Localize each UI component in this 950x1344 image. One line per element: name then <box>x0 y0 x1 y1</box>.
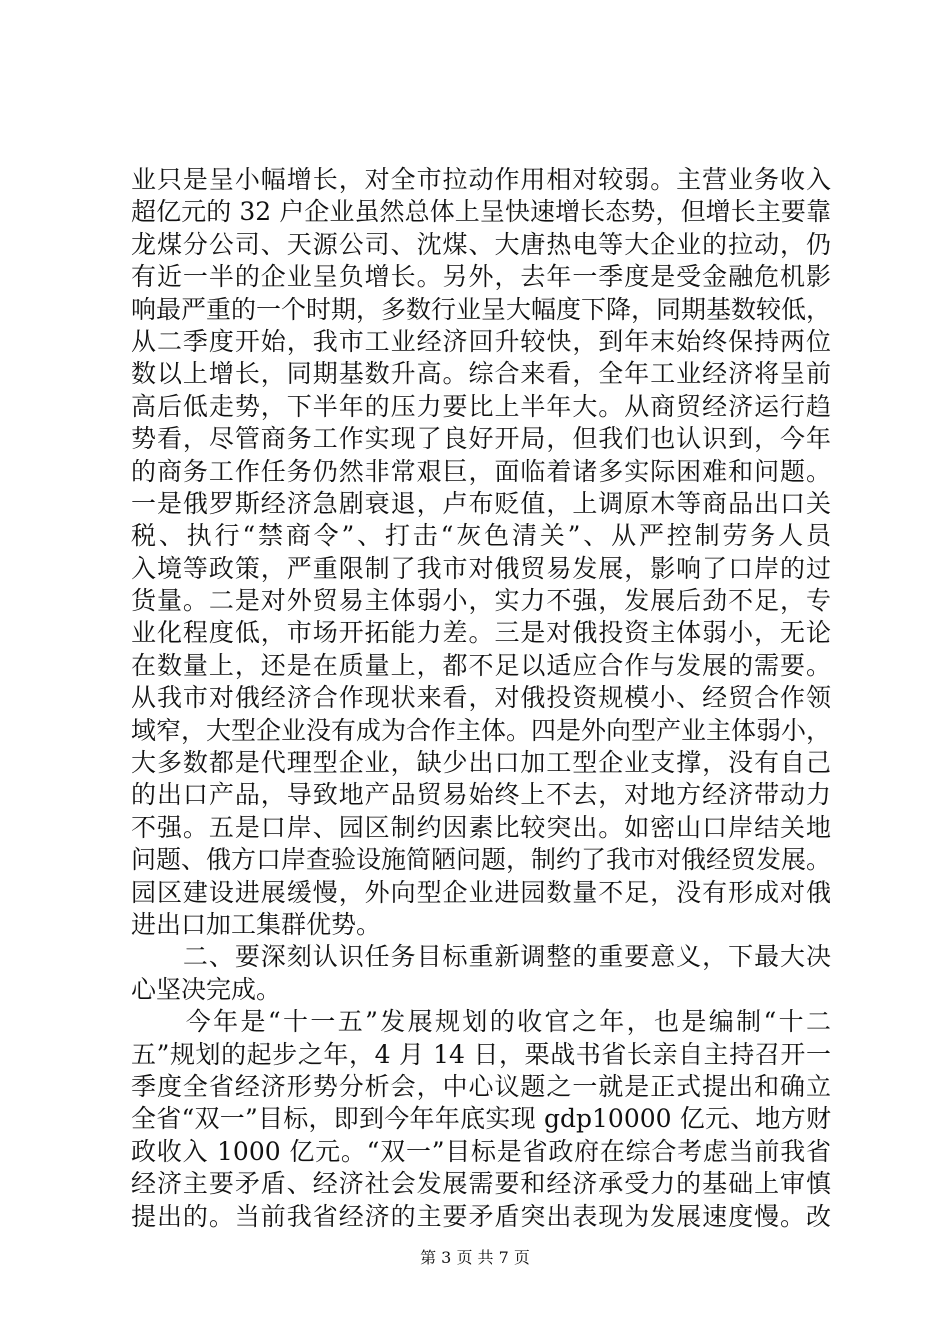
text-line: 业化程度低，市场开拓能力差。三是对俄投资主体弱小，无论 <box>131 618 831 648</box>
text-line: 从二季度开始，我市工业经济回升较快，到年末始终保持两位 <box>131 326 831 356</box>
text-line: 经济主要矛盾、经济社会发展需要和经济承受力的基础上审慎 <box>131 1169 831 1199</box>
text-line: 势看，尽管商务工作实现了良好开局，但我们也认识到，今年 <box>131 424 831 454</box>
text-line: 货量。二是对外贸易主体弱小，实力不强，发展后劲不足，专 <box>131 586 831 616</box>
text-line: 业只是呈小幅增长，对全市拉动作用相对较弱。主营业务收入 <box>131 165 831 194</box>
text-line: 政收入 1000 亿元。“双一”目标是省政府在综合考虑当前我省 <box>131 1136 831 1166</box>
text-line: 域窄，大型企业没有成为合作主体。四是外向型产业主体弱小， <box>131 715 832 745</box>
text-line: 全省“双一”目标，即到今年年底实现 gdp10000 亿元、地方财 <box>131 1104 831 1134</box>
text-line: 二、要深刻认识任务目标重新调整的重要意义，下最大决 <box>131 942 831 972</box>
text-line: 的出口产品，导致地产品贸易始终上不去，对地方经济带动力 <box>131 780 831 810</box>
text-line: 大多数都是代理型企业，缺少出口加工型企业支撑，没有自己 <box>131 748 831 778</box>
text-line: 有近一半的企业呈负增长。另外，去年一季度是受金融危机影 <box>131 262 831 292</box>
text-line: 问题、俄方口岸查验设施简陋问题，制约了我市对俄经贸发展。 <box>131 845 832 875</box>
text-line: 今年是“十一五”发展规划的收官之年，也是编制“十二 <box>131 1007 831 1037</box>
text-line: 提出的。当前我省经济的主要矛盾突出表现为发展速度慢。改 <box>131 1201 831 1231</box>
text-line: 从我市对俄经济合作现状来看，对俄投资规模小、经贸合作领 <box>131 683 831 713</box>
text-line: 数以上增长，同期基数升高。综合来看，全年工业经济将呈前 <box>131 359 831 389</box>
text-line: 进出口加工集群优势。 <box>131 909 382 939</box>
page-footer: 第 3 页 共 7 页 <box>420 1248 530 1267</box>
text-line: 响最严重的一个时期，多数行业呈大幅度下降，同期基数较低， <box>131 294 832 324</box>
text-line: 高后低走势，下半年的压力要比上半年大。从商贸经济运行趋 <box>131 391 831 421</box>
text-line: 五”规划的起步之年，4 月 14 日，栗战书省长亲自主持召开一 <box>131 1039 831 1069</box>
text-line: 心坚决完成。 <box>131 974 282 1004</box>
text-line: 超亿元的 32 户企业虽然总体上呈快速增长态势，但增长主要靠 <box>131 197 831 227</box>
text-line: 一是俄罗斯经济急剧衰退，卢布贬值，上调原木等商品出口关 <box>131 488 831 518</box>
text-line: 入境等政策，严重限制了我市对俄贸易发展，影响了口岸的过 <box>131 553 831 583</box>
text-line: 在数量上，还是在质量上，都不足以适应合作与发展的需要。 <box>131 650 831 680</box>
text-line: 的商务工作任务仍然非常艰巨，面临着诸多实际困难和问题。 <box>131 456 831 486</box>
text-line: 税、执行“禁商令”、打击“灰色清关”、从严控制劳务人员 <box>131 521 831 551</box>
text-line: 龙煤分公司、天源公司、沈煤、大唐热电等大企业的拉动，仍 <box>131 229 831 259</box>
text-line: 园区建设进展缓慢，外向型企业进园数量不足，没有形成对俄 <box>131 877 831 907</box>
body-text <box>131 164 831 1233</box>
text-line: 不强。五是口岸、园区制约因素比较突出。如密山口岸结关地 <box>131 812 831 842</box>
text-line: 季度全省经济形势分析会，中心议题之一就是正式提出和确立 <box>131 1071 831 1101</box>
